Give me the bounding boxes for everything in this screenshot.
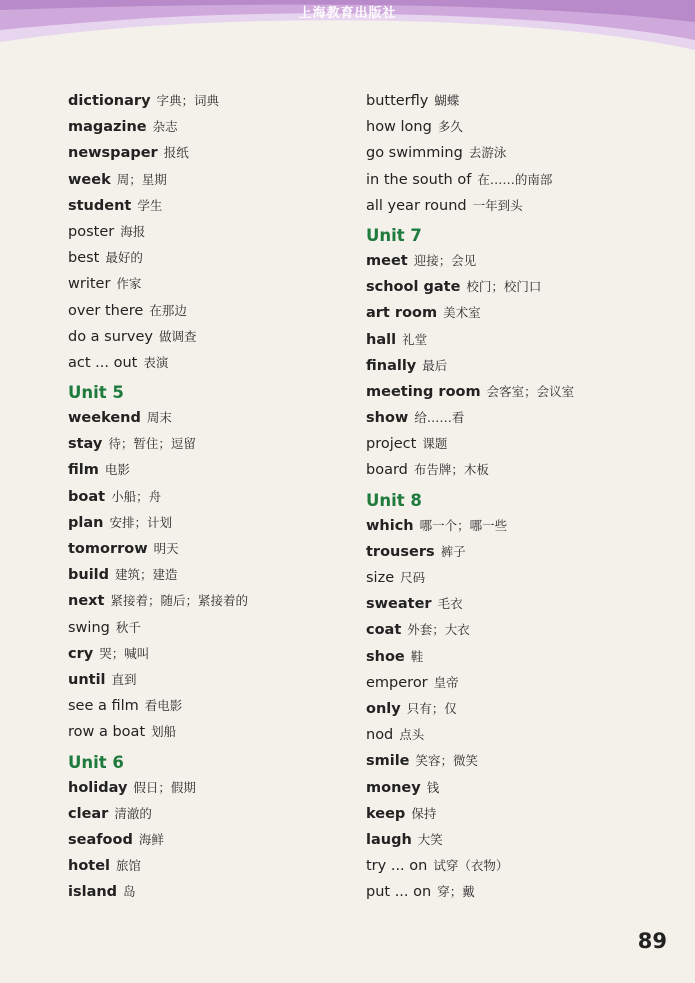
vocab-entry <box>68 693 248 719</box>
vocab-word: meeting room <box>366 383 481 400</box>
vocab-translation: 建筑；建造 <box>115 567 178 583</box>
vocab-word: poster <box>68 223 115 240</box>
vocab-word: island <box>68 884 118 901</box>
vocab-translation: 在那边 <box>149 302 187 318</box>
vocab-word: weekend <box>68 410 141 427</box>
vocab-entry <box>366 248 574 274</box>
vocab-entry <box>366 853 574 879</box>
vocab-entry <box>366 775 574 801</box>
vocab-entry <box>68 879 248 905</box>
vocab-entry <box>366 274 574 300</box>
vocab-word: meet <box>366 252 408 269</box>
vocab-translation: 外套；大衣 <box>407 622 470 638</box>
vocab-entry <box>68 219 248 245</box>
vocab-translation: 最好的 <box>105 250 143 266</box>
vocab-translation: 在……的南部 <box>477 171 553 187</box>
vocab-translation: 明天 <box>153 541 179 556</box>
unit-heading: Unit 7 <box>366 225 422 245</box>
vocab-word: only <box>366 700 401 717</box>
vocab-translation: 保持 <box>411 805 437 821</box>
vocab-translation: 直到 <box>111 671 137 687</box>
vocab-word: hall <box>366 331 397 348</box>
vocab-translation: 裤子 <box>440 543 466 559</box>
vocab-entry <box>68 88 248 114</box>
vocab-word: see a film <box>68 698 139 715</box>
vocab-translation: 假日；假期 <box>133 779 196 795</box>
vocab-translation: 学生 <box>137 197 163 213</box>
vocab-translation: 字典；词典 <box>156 93 220 108</box>
vocab-word: size <box>366 570 395 586</box>
vocab-translation: 旅馆 <box>116 858 142 874</box>
vocab-entry <box>366 722 574 748</box>
vocab-entry <box>68 536 248 562</box>
vocab-entry <box>366 457 574 483</box>
vocab-word: smile <box>366 753 410 770</box>
vocab-word: over there <box>68 302 144 319</box>
vocab-word: trousers <box>366 543 435 560</box>
vocab-translation: 表演 <box>143 354 169 370</box>
vocab-word: writer <box>68 276 111 293</box>
vocab-translation: 大笑 <box>417 831 443 847</box>
vocab-word: dictionary <box>68 93 151 109</box>
vocab-translation: 安排；计划 <box>109 514 172 530</box>
vocab-translation: 迎接；会见 <box>413 252 477 268</box>
vocab-entry <box>68 827 248 853</box>
vocab-entry <box>366 140 574 166</box>
vocab-entry <box>68 271 248 297</box>
vocab-translation: 报纸 <box>163 145 189 161</box>
vocab-word: do a survey <box>68 328 153 345</box>
vocab-translation: 去游泳 <box>468 145 507 161</box>
vocab-entry <box>366 379 574 405</box>
vocab-word: next <box>68 593 105 610</box>
vocab-translation: 会客室；会议室 <box>486 383 575 399</box>
vocab-translation: 周；星期 <box>116 171 167 187</box>
vocab-entry <box>366 167 574 193</box>
vocab-entry <box>68 324 248 350</box>
vocab-entry <box>68 140 248 166</box>
page-number: 89 <box>637 929 667 953</box>
vocab-word: finally <box>366 357 417 374</box>
vocab-word: swing <box>68 619 110 636</box>
vocab-entry <box>68 245 248 271</box>
vocab-word: shoe <box>366 648 405 665</box>
vocab-translation: 礼堂 <box>402 331 428 347</box>
vocab-word: tomorrow <box>68 541 148 557</box>
vocab-translation: 划船 <box>151 724 177 740</box>
vocab-translation: 校门；校门口 <box>466 279 542 295</box>
vocab-translation: 尺码 <box>400 570 426 585</box>
vocab-entry <box>68 510 248 536</box>
vocab-word: hotel <box>68 858 111 875</box>
vocab-entry <box>68 350 248 376</box>
vocab-word: keep <box>366 805 406 822</box>
vocab-translation: 蝴蝶 <box>434 93 460 108</box>
vocab-entry <box>68 431 248 457</box>
vocab-word: week <box>68 171 111 188</box>
vocab-word: go swimming <box>366 145 463 162</box>
vocab-translation: 岛 <box>123 884 136 900</box>
vocab-translation: 钱 <box>426 779 440 795</box>
vocab-translation: 鞋 <box>410 648 424 664</box>
vocab-entry <box>68 775 248 801</box>
vocab-word: student <box>68 197 132 214</box>
vocab-translation: 做调查 <box>158 328 197 344</box>
vocab-translation: 给……看 <box>414 410 465 426</box>
unit-heading: Unit 5 <box>68 383 124 403</box>
vocab-word: build <box>68 567 110 584</box>
vocab-translation: 待；暂住；逗留 <box>108 436 196 452</box>
vocab-word: how long <box>366 119 432 136</box>
vocab-word: cry <box>68 645 94 662</box>
vocab-translation: 试穿（衣物） <box>433 858 509 874</box>
vocab-translation: 多久 <box>437 119 463 135</box>
vocab-entry <box>366 88 574 114</box>
vocab-translation: 海报 <box>120 223 146 239</box>
vocab-entry <box>68 719 248 745</box>
vocab-translation: 只有；仅 <box>406 700 457 716</box>
vocab-entry <box>68 641 248 667</box>
vocab-entry <box>366 748 574 774</box>
vocab-word: best <box>68 250 100 267</box>
vocab-word: boat <box>68 488 106 505</box>
vocab-translation: 美术室 <box>443 305 481 321</box>
vocab-translation: 电影 <box>104 462 130 478</box>
vocab-entry <box>366 431 574 457</box>
vocab-entry <box>366 405 574 431</box>
vocab-entry <box>68 588 248 614</box>
vocab-entry <box>68 167 248 193</box>
vocab-entry <box>366 300 574 326</box>
vocab-entry <box>68 114 248 140</box>
vocab-word: film <box>68 462 99 479</box>
vocab-entry <box>68 457 248 483</box>
vocab-entry <box>366 617 574 643</box>
vocab-word: art room <box>366 305 438 322</box>
vocab-entry <box>366 644 574 670</box>
vocab-translation: 秋千 <box>115 619 141 635</box>
vocab-word: seafood <box>68 831 133 848</box>
vocab-word: holiday <box>68 779 128 796</box>
vocab-word: magazine <box>68 119 147 136</box>
vocab-entry <box>366 353 574 379</box>
vocab-word: project <box>366 436 417 453</box>
vocabulary-column-right <box>366 88 574 905</box>
vocab-word: coat <box>366 622 402 639</box>
vocab-entry <box>366 193 574 219</box>
vocab-entry <box>366 696 574 722</box>
vocab-word: board <box>366 462 408 479</box>
vocab-translation: 哪一个；哪一些 <box>419 517 508 533</box>
vocab-translation: 周末 <box>146 410 172 426</box>
vocab-word: show <box>366 410 409 427</box>
vocab-translation: 海鲜 <box>138 831 164 847</box>
vocab-entry <box>68 298 248 324</box>
vocab-translation: 点头 <box>399 727 425 743</box>
unit-heading: Unit 8 <box>366 490 422 510</box>
vocab-translation: 一年到头 <box>472 197 523 213</box>
vocab-word: nod <box>366 727 394 744</box>
vocab-entry <box>68 484 248 510</box>
vocab-entry <box>366 327 574 353</box>
vocab-translation: 布告牌；木板 <box>413 462 489 478</box>
vocab-entry <box>366 114 574 140</box>
vocab-word: which <box>366 517 414 534</box>
vocab-entry <box>68 853 248 879</box>
vocab-entry <box>68 405 248 431</box>
unit-heading: Unit 6 <box>68 752 124 772</box>
vocab-translation: 皇帝 <box>433 674 459 690</box>
vocab-word: row a boat <box>68 724 146 741</box>
vocab-translation: 看电影 <box>144 698 183 714</box>
vocab-translation: 最后 <box>422 357 448 373</box>
vocab-word: in the south of <box>366 171 472 188</box>
vocab-word: school gate <box>366 279 461 296</box>
vocab-entry <box>366 539 574 565</box>
vocab-entry <box>366 670 574 696</box>
vocab-entry <box>366 565 574 591</box>
vocab-translation: 哭；喊叫 <box>99 645 150 661</box>
vocab-translation: 紧接着；随后；紧接着的 <box>110 593 248 609</box>
vocab-entry <box>366 591 574 617</box>
vocab-word: laugh <box>366 831 412 848</box>
vocab-word: put ... on <box>366 884 432 901</box>
vocab-entry <box>366 879 574 905</box>
vocab-word: emperor <box>366 674 428 691</box>
vocab-entry <box>68 562 248 588</box>
vocab-entry <box>366 513 574 539</box>
vocab-word: sweater <box>366 596 432 613</box>
vocab-translation: 清澈的 <box>114 805 152 821</box>
vocab-translation: 作家 <box>116 276 142 292</box>
vocab-entry <box>366 801 574 827</box>
vocab-entry <box>366 827 574 853</box>
vocab-entry <box>68 667 248 693</box>
vocab-word: stay <box>68 436 103 453</box>
vocab-translation: 笑容；微笑 <box>415 753 479 769</box>
vocab-word: clear <box>68 805 109 822</box>
vocab-word: all year round <box>366 197 467 214</box>
vocab-entry <box>68 801 248 827</box>
vocab-translation: 小船；舟 <box>111 488 162 504</box>
vocab-word: act ... out <box>68 354 138 371</box>
vocab-entry <box>68 193 248 219</box>
vocab-translation: 穿；戴 <box>437 884 475 900</box>
vocab-word: newspaper <box>68 145 158 162</box>
vocab-translation: 课题 <box>422 436 448 452</box>
vocab-word: butterfly <box>366 93 429 109</box>
vocab-translation: 毛衣 <box>437 596 463 612</box>
vocab-entry <box>68 615 248 641</box>
publisher-name: 上海教育出版社 <box>298 6 397 21</box>
vocab-word: until <box>68 671 106 688</box>
vocabulary-column-left <box>68 88 248 905</box>
vocab-word: try ... on <box>366 858 428 875</box>
vocab-word: plan <box>68 514 104 531</box>
vocab-translation: 杂志 <box>152 119 178 135</box>
vocab-word: money <box>366 779 421 796</box>
